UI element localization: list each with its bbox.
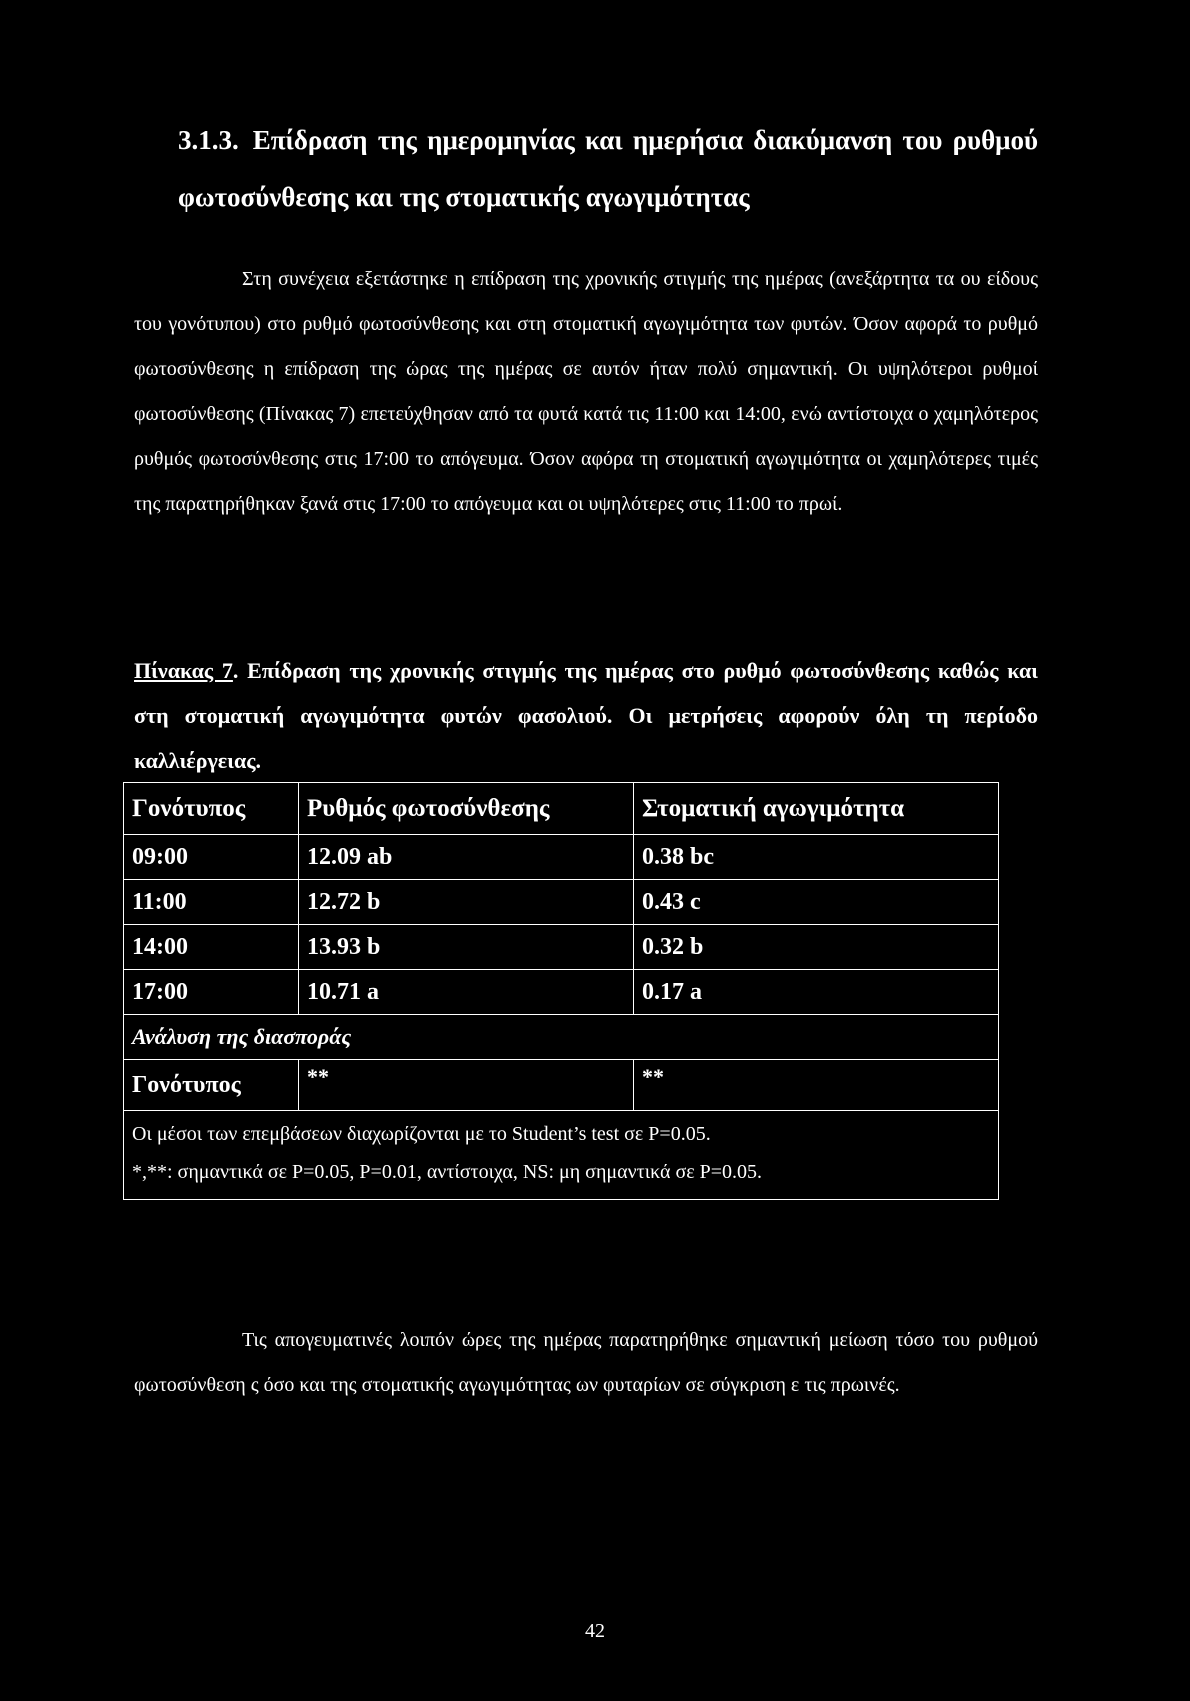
body-paragraph-1 xyxy=(134,257,1038,527)
photosynthesis-cell: 13.93 b xyxy=(299,925,634,970)
conductance-cell: 0.17 a xyxy=(634,970,999,1015)
conductance-cell: 0.43 c xyxy=(634,880,999,925)
table-notes xyxy=(124,1111,999,1200)
section-title: Επίδραση της ημερομηνίας και ημερήσια διακύμανση του ρυθμού φωτοσύνθεσης και της στοματικής αγωγιμότητας xyxy=(178,125,1038,212)
time-cell: 14:00 xyxy=(124,925,299,970)
photosynthesis-cell: 12.72 b xyxy=(299,880,634,925)
table-row xyxy=(124,970,999,1015)
header-genotype: Γονότυπος xyxy=(124,783,299,835)
table-row xyxy=(124,925,999,970)
table-row xyxy=(124,880,999,925)
page-number: 42 xyxy=(585,1620,605,1642)
table-note-2: *,**: σημαντικά σε P=0.05, P=0.01, αντίστοιχα, NS: μη σημαντικά σε P=0.05. xyxy=(132,1161,763,1183)
conductance-significance: ** xyxy=(634,1060,999,1111)
conductance-cell: 0.38 bc xyxy=(634,835,999,880)
paragraph-1-text: Στη συνέχεια εξετάστηκε η επίδραση της χρονικής στιγμής της ημέρας (ανεξάρτητα τα ου είδους του γονότυπου) στο ρυθμό φωτοσύνθεσης και στη στοματική αγωγιμότητα των φυτών. Όσον αφορά το ρυθμό φωτοσύνθεσης η επίδραση της ώρας της ημέρας σε αυτόν ήταν πολύ σημαντική. Οι υψηλότεροι ρυθμοί φωτοσύνθεσης (Πίνακας 7) επετεύχθησαν από τα φυτά κατά τις 11:00 και 14:00, ενώ αντίστοιχα ο χαμηλότερος ρυθμός φωτοσύνθεσης στις 17:00 το απόγευμα. Όσον αφόρα τη στοματική αγωγιμότητα οι χαμηλότερες τιμές της παρατηρήθηκαν ξανά στις 17:00 το απόγευμα και οι υψηλότερες στις 11:00 το πρωί. xyxy=(134,268,1038,515)
results-table xyxy=(123,782,999,1200)
table-caption-text: . Επίδραση της χρονικής στιγμής της ημέρας στο ρυθμό φωτοσύνθεσης καθώς και στη στοματική αγωγιμότητα φυτών φασολιού. Οι μετρήσεις αφορούν όλη τη περίοδο καλλιέργειας. xyxy=(134,658,1038,773)
significance-genotype-label: Γονότυπος xyxy=(124,1060,299,1111)
table-header-row xyxy=(124,783,999,835)
photosynthesis-significance: ** xyxy=(299,1060,634,1111)
anova-row xyxy=(124,1015,999,1060)
table-caption xyxy=(134,648,1038,783)
time-cell: 11:00 xyxy=(124,880,299,925)
paragraph-2-text: Τις απογευματινές λοιπόν ώρες της ημέρας παρατηρήθηκε σημαντική μείωση τόσο του ρυθμού φωτοσύνθεση ς όσο και της στοματικής αγωγιμότητας ων φυταρίων σε σύγκριση ε τις πρωινές. xyxy=(134,1329,1038,1396)
body-paragraph-2 xyxy=(134,1318,1038,1408)
anova-label: Ανάλυση της διασποράς xyxy=(124,1015,999,1060)
photosynthesis-cell: 12.09 ab xyxy=(299,835,634,880)
table-row xyxy=(124,835,999,880)
conductance-cell: 0.32 b xyxy=(634,925,999,970)
section-number: 3.1.3. xyxy=(178,125,239,155)
time-cell: 09:00 xyxy=(124,835,299,880)
header-stomatal-conductance: Στοματική αγωγιμότητα xyxy=(634,783,999,835)
table-notes-row xyxy=(124,1111,999,1200)
header-photosynthesis-rate: Ρυθμός φωτοσύνθεσης xyxy=(299,783,634,835)
table-caption-label: Πίνακας 7 xyxy=(134,658,233,683)
section-heading xyxy=(178,112,1038,226)
table-note-1: Οι μέσοι των επεμβάσεων διαχωρίζονται με το Student’s test σε P=0.05. xyxy=(132,1123,711,1145)
photosynthesis-cell: 10.71 a xyxy=(299,970,634,1015)
time-cell: 17:00 xyxy=(124,970,299,1015)
significance-row xyxy=(124,1060,999,1111)
